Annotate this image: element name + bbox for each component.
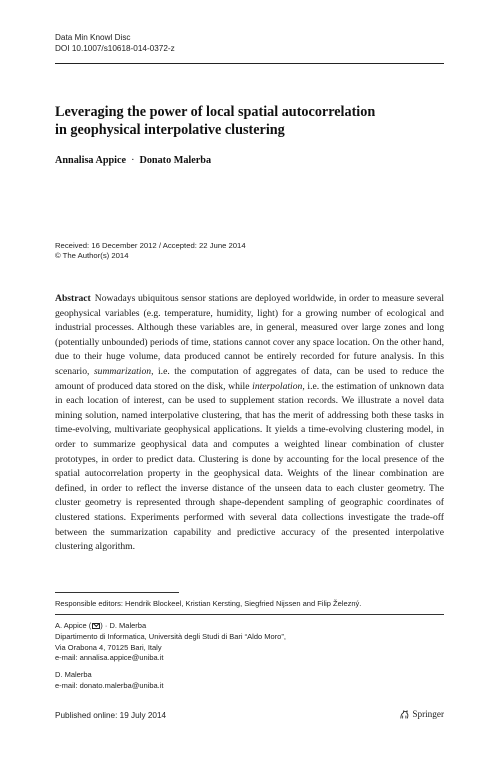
affiliation-email[interactable]: e-mail: annalisa.appice@uniba.it (55, 653, 164, 663)
doi[interactable]: DOI 10.1007/s10618-014-0372-z (55, 43, 175, 53)
abstract-text: , i.e. the computation of aggregates of data, can be used to reduce the amount of produced data stored on the disk, while (55, 365, 444, 392)
affiliation-authors: A. Appice ( ) · D. Malerba (55, 621, 147, 630)
affiliation-address: Via Orabona 4, 70125 Bari, Italy (55, 642, 162, 652)
article-first-page (55, 0, 444, 759)
abstract-term-interpolation: interpolation (252, 380, 303, 392)
author-separator: · (131, 155, 135, 166)
abstract-term-summarization: summarization (93, 365, 152, 377)
journal-header (55, 33, 175, 54)
envelope-icon (92, 623, 100, 629)
publisher-mark (399, 708, 444, 721)
journal-name: Data Min Knowl Disc (55, 33, 131, 42)
responsible-editors: Responsible editors: Hendrik Blockeel, Kristian Kersting, Siegfried Nijssen and Filip Železný. (55, 599, 362, 608)
title-line-1: Leveraging the power of local spatial autocorrelation (55, 104, 376, 120)
springer-horse-icon (399, 709, 410, 720)
publication-date: Published online: 19 July 2014 (55, 711, 167, 720)
affiliation-divider (55, 614, 444, 615)
affiliation-author: D. Malerba (55, 670, 92, 679)
publisher-name: Springer (412, 709, 444, 719)
abstract-heading: Abstract (55, 293, 91, 304)
received-accepted-dates: Received: 16 December 2012 / Accepted: 22 June 2014 (55, 241, 246, 250)
affiliation-email[interactable]: e-mail: donato.malerba@uniba.it (55, 680, 164, 690)
abstract-text: , i.e. the estimation of unknown data in each location of interest, can be used to supplement station records. We illustrate a novel data mining solution, named interpolative clustering, that has the merit of addressing both these tasks in time-evolving, multivariate geophysical applications. It yields a time-evolving clustering model, in order to summarize geophysical data and computes a weighted linear combination of cluster prototypes, in order to predict data. Clustering is done by accounting for the local presence of the spatial autocorrelation property in the geophysical data. Weights of the linear combination are defined, in order to reflect the inverse distance of the unseen data to each cluster geometry. The cluster geometry is represented through shape-dependent sampling of geographic coordinates of clustered stations. Experiments performed with several data collections investigate the trade-off between the summarization capability and predictive accuracy of the presented interpolative clustering algorithm. (55, 380, 445, 553)
article-dates (55, 241, 246, 262)
copyright-notice: © The Author(s) 2014 (55, 251, 129, 261)
title-line-2: in geophysical interpolative clustering (55, 121, 285, 138)
abstract-text: Nowadays ubiquitous sensor stations are deployed worldwide, in order to measure several geophysical variables (e.g. temperature, humidity, light) for a growing number of ecological and industrial processes. Although these variables are, in general, measured over large zones and long (potentially unbounded) periods of time, stations cannot cover any space location. On the other hand, due to their huge volume, data produced cannot be entirely recorded for future analysis. In this scenario, (55, 293, 444, 377)
header-divider (55, 63, 444, 64)
article-title (55, 104, 444, 139)
author-name: Donato Malerba (139, 155, 212, 166)
author-name: Annalisa Appice (55, 155, 127, 166)
affiliation-block (55, 621, 286, 664)
affiliation-block (55, 670, 164, 692)
author-list (55, 154, 211, 167)
abstract (55, 292, 444, 555)
footnote-divider (55, 592, 179, 593)
affiliation-department: Dipartimento di Informatica, Università degli Studi di Bari “Aldo Moro”, (55, 631, 286, 641)
